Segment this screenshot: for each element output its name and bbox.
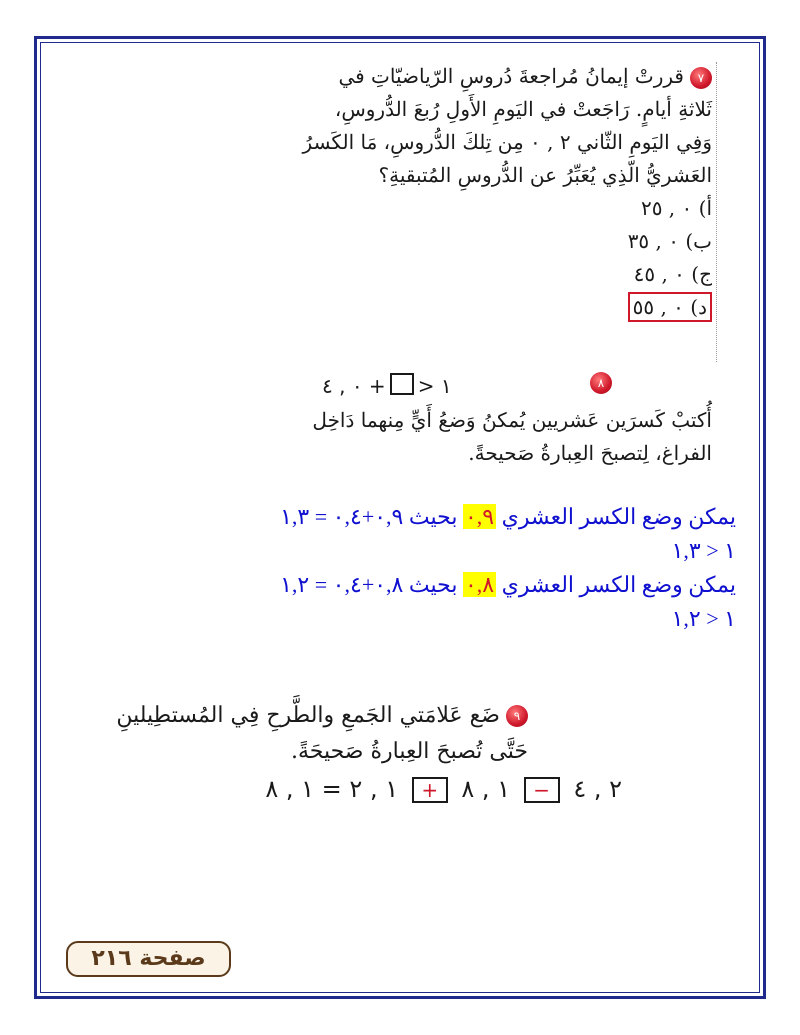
solution-line-1: يمكن وضع الكسر العشري ٠,٩ بحيث ٠,٩+٠,٤ = ١,٣	[280, 504, 736, 529]
question-number-badge: ٧	[690, 67, 712, 89]
question-7-line-4: العَشريُّ الّذِي يُعَبِّرُ عن الدُّروسِ المُتبقيةِ؟	[378, 163, 712, 187]
operator-box-minus[interactable]: −	[524, 777, 560, 803]
blank-box	[390, 373, 414, 395]
page-number-tab: صفحة ٢١٦	[66, 941, 231, 977]
highlighted-value: ٠,٨	[464, 572, 495, 597]
question-9-line-1: ٩ضَع عَلامَتي الجَمعِ والطَّرحِ فِي المُستطِيلينِ	[108, 698, 528, 734]
question-8-expression: ١ <+ ٠ , ٤	[322, 374, 452, 398]
question-8-text	[152, 404, 712, 470]
choice-d-correct[interactable]: د) ٠ , ٥٥	[628, 292, 712, 322]
question-9-text	[108, 698, 528, 770]
solution-line-3: يمكن وضع الكسر العشري ٠,٨ بحيث ٠,٨+٠,٤ = ١,٢	[280, 572, 736, 597]
question-number-badge: ٨	[590, 372, 612, 394]
question-8-line-1: أُكتبْ كَسرَين عَشريين يُمكنُ وَضعُ أَيٍّ مِنهما دَاخِل	[312, 408, 712, 432]
operator-box-plus[interactable]: +	[412, 777, 448, 803]
solution-line-2: ١ < ١,٣	[671, 538, 736, 563]
question-7-line-1: ٧قررتْ إيمانُ مُراجعةَ دُروسِ الرّياضيّاتِ في	[152, 60, 712, 93]
column-divider	[716, 62, 717, 362]
solution-block	[56, 500, 736, 636]
question-7-line-2: ثَلاثةِ أيامٍ. رَاجَعتْ في اليَومِ الأَولِ رُبعَ الدُّروسِ،	[334, 97, 712, 121]
question-8-badge-wrap	[582, 372, 612, 394]
choice-a[interactable]: أ) ٠ , ٢٥	[640, 196, 712, 220]
question-number-badge: ٩	[506, 705, 528, 727]
question-8-line-2: الفراغ، لِتصبحَ العِبارةُ صَحيحةً.	[468, 441, 712, 465]
question-7-line-3: وَفِي اليَومِ الثّاني ٢ , ٠ مِن تِلكَ الدُّروسِ، مَا الكَسرُ	[302, 130, 712, 154]
choice-c[interactable]: ج) ٠ , ٤٥	[633, 262, 712, 286]
highlighted-value: ٠,٩	[464, 504, 495, 529]
solution-line-4: ١ < ١,٢	[671, 606, 736, 631]
choice-b[interactable]: ب) ٠ , ٣٥	[627, 229, 712, 253]
question-7	[152, 60, 712, 324]
question-9-line-2: حَتَّى تُصبحَ العِبارةُ صَحيحَةً.	[290, 739, 528, 764]
question-9-expression: ٢ , ٤ − ١ , ٨ + ١ , ٢ = ١ , ٨	[265, 775, 622, 803]
